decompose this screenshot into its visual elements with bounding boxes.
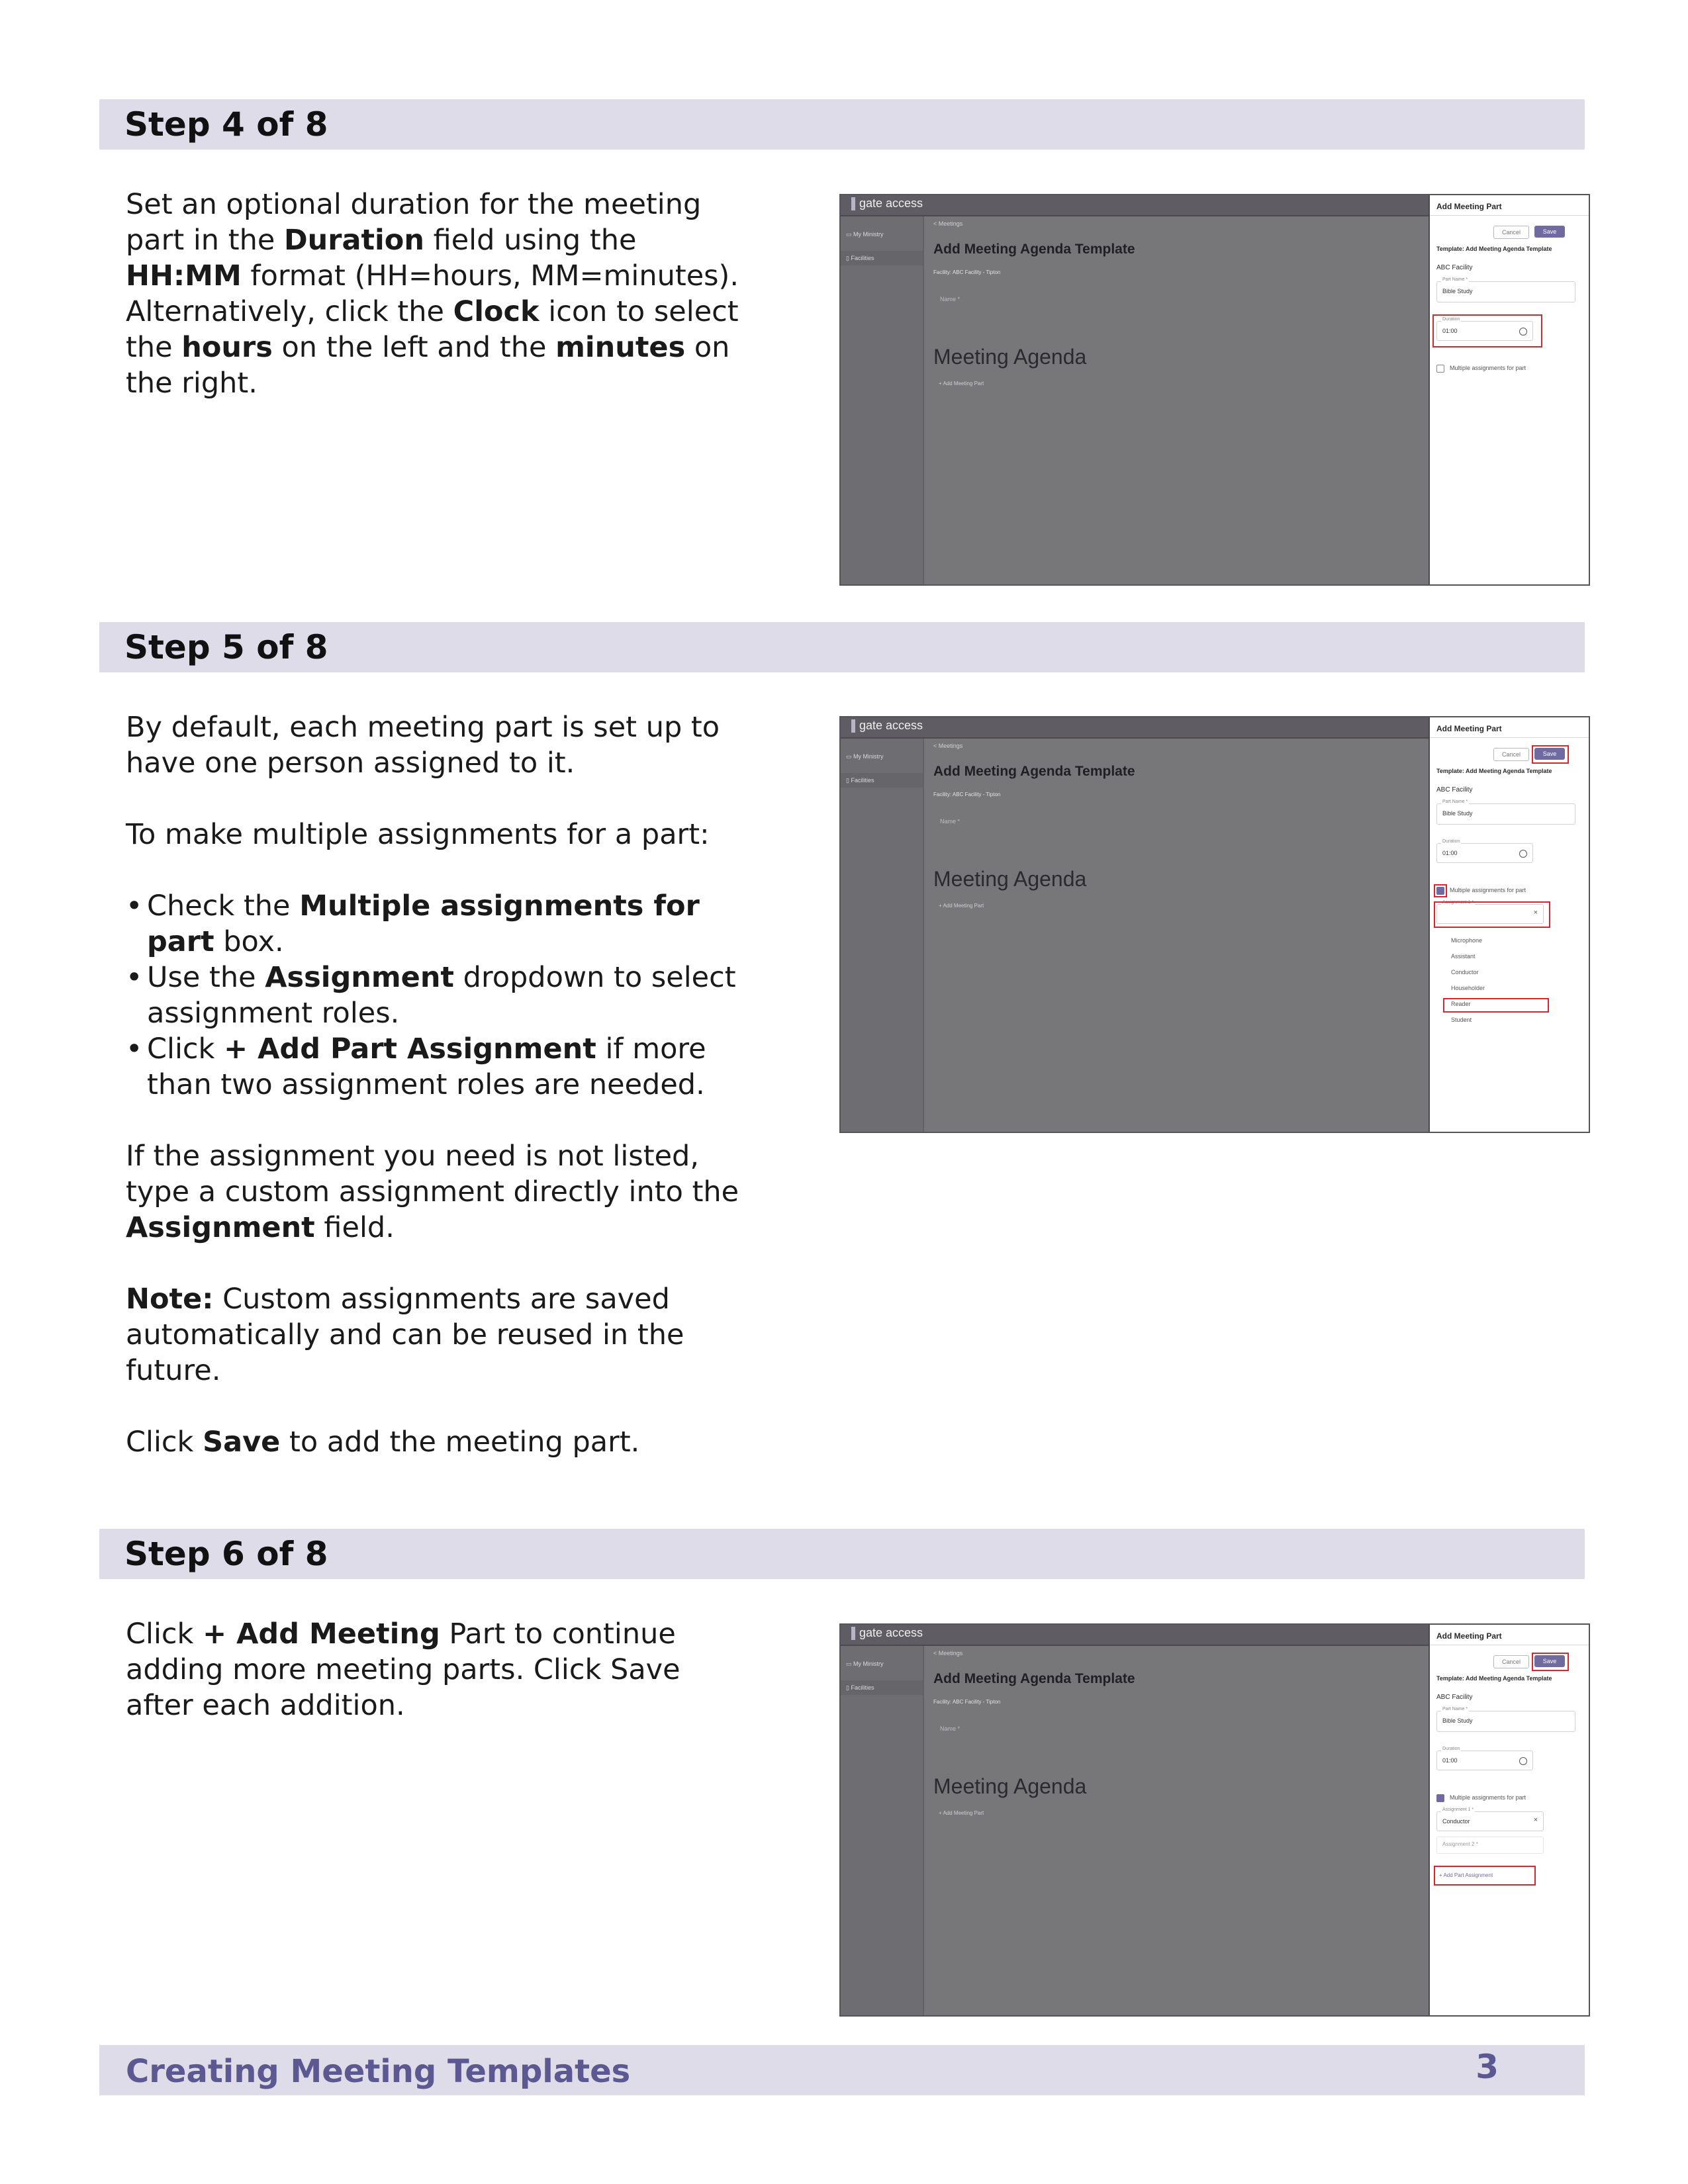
add-meeting-part-link[interactable]: + Add Meeting Part — [939, 381, 984, 387]
part-name-field[interactable]: Part Name * Bible Study — [1436, 281, 1575, 302]
option-microphone[interactable]: Microphone — [1451, 937, 1483, 944]
reader-highlight — [1443, 998, 1549, 1013]
facility-name: ABC Facility — [1436, 264, 1473, 271]
step-5-title: Step 5 of 8 — [124, 628, 328, 666]
option-assistant[interactable]: Assistant — [1451, 953, 1476, 960]
duration-highlight — [1432, 314, 1542, 347]
multiple-assignments-label: Multiple assignments for part — [1450, 365, 1526, 371]
step-4-header — [99, 99, 1585, 150]
part-name-field[interactable]: Part Name * Bible Study — [1436, 1711, 1575, 1732]
sidebar-item-my-ministry[interactable]: ▭ My Ministry — [846, 231, 884, 238]
option-householder[interactable]: Householder — [1451, 985, 1485, 991]
bullet-item: • Use the Assignment dropdown to select assignment roles. — [126, 961, 736, 1030]
page-title: Add Meeting Agenda Template — [933, 1671, 1135, 1686]
step-4-text — [126, 187, 741, 401]
assignment-2-field[interactable]: Assignment 2 * — [1436, 1837, 1544, 1854]
clear-icon[interactable]: × — [1533, 909, 1538, 917]
step-6-screenshot — [839, 1623, 1590, 2017]
gate-access-logo: gate access — [851, 1626, 923, 1640]
bullet-item: • Click + Add Part Assignment if more than two assignment roles are needed. — [126, 1032, 706, 1101]
bullet-item: • Check the Multiple assignments for part box. — [126, 889, 700, 958]
footer-title: Creating Meeting Templates — [126, 2053, 631, 2090]
multiple-assignments-label: Multiple assignments for part — [1450, 887, 1526, 893]
assignment-1-field[interactable]: Assignment 1 * × — [1436, 904, 1544, 924]
step-4-title: Step 4 of 8 — [124, 105, 328, 144]
option-conductor[interactable]: Conductor — [1451, 969, 1479, 976]
step-6-paragraph: Click + Add Meeting Part to continue adding more meeting parts. Click Save after each addition. — [126, 1617, 680, 1722]
duration-field[interactable]: Duration 01:00 — [1436, 1751, 1533, 1770]
assignment-highlight — [1434, 901, 1550, 928]
step-5-paragraph-2: To make multiple assignments for a part: — [126, 818, 710, 851]
step-6-text — [126, 1616, 741, 1723]
duration-field[interactable]: Duration 01:00 — [1436, 843, 1533, 863]
facility-line: Facility: ABC Facility - Tipton — [933, 1699, 1001, 1705]
page-footer — [99, 2045, 1585, 2095]
template-line: Template: Add Meeting Agenda Template — [1436, 1675, 1552, 1682]
page-number: 3 — [1476, 2048, 1499, 2086]
step-5-screenshot — [839, 716, 1590, 1133]
gate-access-logo: gate access — [851, 719, 923, 733]
add-part-assignment-button[interactable]: + Add Part Assignment — [1439, 1872, 1493, 1878]
panel-title: Add Meeting Part — [1436, 724, 1502, 733]
step-6-title: Step 6 of 8 — [124, 1535, 328, 1573]
step-4-paragraph: Set an optional duration for the meeting part in the Duration field using the HH:MM format (HH=hours, MM=minutes). Alternatively, click the Clock icon to select the hours on the left and the minutes on the right. — [126, 188, 739, 400]
panel-title: Add Meeting Part — [1436, 202, 1502, 211]
clock-icon[interactable] — [1519, 1757, 1527, 1765]
cancel-button[interactable]: Cancel — [1493, 748, 1529, 761]
facility-line: Facility: ABC Facility - Tipton — [933, 792, 1001, 797]
agenda-heading: Meeting Agenda — [933, 867, 1087, 891]
clear-icon[interactable]: × — [1533, 1816, 1538, 1824]
step-4-screenshot — [839, 194, 1590, 586]
save-button[interactable]: Save — [1534, 748, 1565, 760]
multiple-assignments-label: Multiple assignments for part — [1450, 1794, 1526, 1801]
assignment-1-field[interactable]: Assignment 1 * Conductor × — [1436, 1811, 1544, 1831]
breadcrumb[interactable]: < Meetings — [933, 743, 963, 749]
add-meeting-part-link[interactable]: + Add Meeting Part — [939, 903, 984, 909]
add-meeting-part-panel — [1429, 195, 1589, 584]
breadcrumb[interactable]: < Meetings — [933, 220, 963, 227]
step-5-paragraph-3: If the assignment you need is not listed, type a custom assignment directly into the Assignment field. — [126, 1140, 739, 1244]
sidebar-item-facilities[interactable]: ▯ Facilities — [841, 773, 923, 788]
checkbox-highlight — [1434, 884, 1447, 897]
clock-icon[interactable] — [1519, 850, 1527, 858]
step-5-header — [99, 622, 1585, 672]
panel-title: Add Meeting Part — [1436, 1631, 1502, 1641]
sidebar-item-my-ministry[interactable]: ▭ My Ministry — [846, 1661, 884, 1667]
multiple-assignments-checkbox[interactable] — [1436, 365, 1444, 373]
duration-field[interactable]: Duration 01:00 — [1436, 321, 1533, 341]
page-title: Add Meeting Agenda Template — [933, 764, 1135, 779]
save-button[interactable]: Save — [1534, 226, 1565, 238]
part-name-field[interactable]: Part Name * Bible Study — [1436, 803, 1575, 825]
option-reader[interactable]: Reader — [1451, 1001, 1471, 1007]
save-highlight — [1532, 745, 1569, 764]
name-field[interactable]: Name * — [940, 296, 961, 302]
step-5-paragraph-4: Click Save to add the meeting part. — [126, 1426, 640, 1459]
page-title: Add Meeting Agenda Template — [933, 242, 1135, 257]
step-5-note: Note: Custom assignments are saved automatically and can be reused in the future. — [126, 1283, 684, 1387]
app-sidebar — [841, 739, 924, 1132]
add-meeting-part-panel — [1429, 717, 1589, 1132]
add-meeting-part-panel — [1429, 1625, 1589, 2015]
cancel-button[interactable]: Cancel — [1493, 226, 1529, 239]
step-5-text — [126, 709, 741, 1460]
agenda-heading: Meeting Agenda — [933, 1774, 1087, 1798]
save-button[interactable]: Save — [1534, 1655, 1565, 1667]
add-assignment-highlight — [1434, 1866, 1536, 1886]
multiple-assignments-checkbox[interactable] — [1436, 1794, 1444, 1802]
sidebar-item-my-ministry[interactable]: ▭ My Ministry — [846, 753, 884, 760]
cancel-button[interactable]: Cancel — [1493, 1655, 1529, 1668]
facility-name: ABC Facility — [1436, 1694, 1473, 1701]
agenda-heading: Meeting Agenda — [933, 345, 1087, 369]
step-5-paragraph-1: By default, each meeting part is set up to have one person assigned to it. — [126, 711, 720, 780]
app-sidebar — [841, 1646, 924, 2015]
step-6-header — [99, 1529, 1585, 1579]
gate-access-logo: gate access — [851, 197, 923, 210]
add-meeting-part-link[interactable]: + Add Meeting Part — [939, 1810, 984, 1816]
name-field[interactable]: Name * — [940, 818, 961, 825]
facility-name: ABC Facility — [1436, 786, 1473, 794]
app-sidebar — [841, 216, 924, 584]
template-line: Template: Add Meeting Agenda Template — [1436, 768, 1552, 774]
facility-line: Facility: ABC Facility - Tipton — [933, 269, 1001, 275]
sidebar-item-facilities[interactable]: ▯ Facilities — [841, 1680, 923, 1695]
sidebar-item-facilities[interactable]: ▯ Facilities — [841, 251, 923, 265]
breadcrumb[interactable]: < Meetings — [933, 1650, 963, 1657]
step-5-bullets — [126, 888, 741, 1103]
option-student[interactable]: Student — [1451, 1017, 1472, 1023]
save-highlight — [1532, 1653, 1569, 1671]
template-line: Template: Add Meeting Agenda Template — [1436, 246, 1552, 252]
name-field[interactable]: Name * — [940, 1725, 961, 1732]
